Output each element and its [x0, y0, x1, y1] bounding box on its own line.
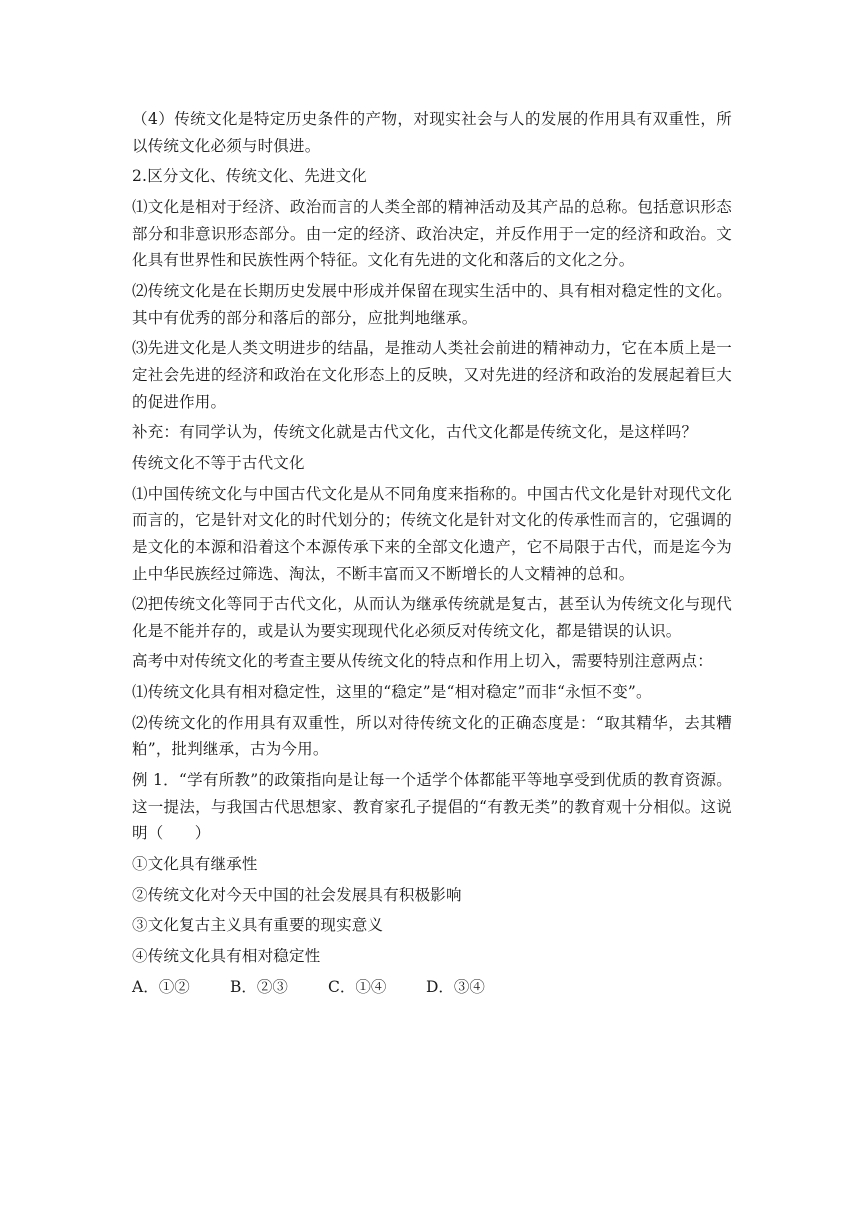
- answer-option-b: B．②③: [230, 977, 288, 996]
- paragraph-not-equal-heading: 传统文化不等于古代文化: [132, 453, 305, 472]
- paragraph-traditional-culture-4: （4）传统文化是特定历史条件的产物，对现实社会与人的发展的作用具有双重性，所以传统文化必须与时俱进。: [132, 110, 732, 155]
- paragraph-exam-point-2: ⑵传统文化的作用具有双重性，所以对待传统文化的正确态度是：“取其精华，去其糟粕”，批判继承，古为今用。: [132, 713, 732, 759]
- section-heading-distinguish-cultures: 2.区分文化、传统文化、先进文化: [132, 167, 367, 186]
- answer-option-c: C．①④: [328, 977, 387, 996]
- paragraph-traditional-culture-definition: ⑵传统文化是在长期历史发展中形成并保留在现实生活中的、具有相对稳定性的文化。其中有优秀的部分和落后的部分，应批判地继承。: [132, 281, 732, 327]
- paragraph-advanced-culture-definition: ⑶先进文化是人类文明进步的结晶，是推动人类社会前进的精神动力，它在本质上是一定社会先进的经济和政治在文化形态上的反映，又对先进的经济和政治的发展起着巨大的促进作用。: [132, 339, 732, 411]
- paragraph-supplement-question: 补充：有同学认为，传统文化就是古代文化，古代文化都是传统文化，是这样吗？: [132, 423, 698, 442]
- answer-options: [132, 974, 732, 1001]
- document-body: [132, 106, 732, 1000]
- example-statement-3: ③文化复古主义具有重要的现实意义: [132, 916, 384, 935]
- example-statement-4: ④传统文化具有相对稳定性: [132, 947, 321, 966]
- paragraph-not-equal-point-1: ⑴中国传统文化与中国古代文化是从不同角度来指称的。中国古代文化是针对现代文化而言的，它是针对文化的时代划分的；传统文化是针对文化的传承性而言的，它强调的是文化的本源和沿着这个本源传承下来的全部文化遗产，它不局限于古代，而是迄今为止中华民族经过筛选、淘汰，不断丰富而又不断增长的人文精神的总和。: [132, 484, 732, 583]
- example-statement-2: ②传统文化对今天中国的社会发展具有积极影响: [132, 885, 462, 904]
- example-question-stem: 例 1．“学有所教”的政策指向是让每一个适学个体都能平等地享受到优质的教育资源。这一提法，与我国古代思想家、教育家孔子提倡的“有教无类”的教育观十分相似。这说明（ ）: [132, 771, 732, 843]
- paragraph-exam-point-1: ⑴传统文化具有相对稳定性，这里的“稳定”是“相对稳定”而非“永恒不变”。: [132, 683, 652, 702]
- answer-option-d: D．③④: [426, 977, 485, 996]
- answer-option-a: A．①②: [132, 977, 190, 996]
- paragraph-not-equal-point-2: ⑵把传统文化等同于古代文化，从而认为继承传统就是复古，甚至认为传统文化与现代化是不能并存的，或是认为要实现现代化必须反对传统文化，都是错误的认识。: [132, 595, 732, 640]
- paragraph-exam-focus: 高考中对传统文化的考查主要从传统文化的特点和作用上切入，需要特别注意两点：: [132, 652, 713, 671]
- example-statement-1: ①文化具有继承性: [132, 855, 258, 874]
- paragraph-culture-definition: ⑴文化是相对于经济、政治而言的人类全部的精神活动及其产品的总称。包括意识形态部分和非意识形态部分。由一定的经济、政治决定，并反作用于一定的经济和政治。文化具有世界性和民族性两个特征。文化有先进的文化和落后的文化之分。: [132, 197, 732, 270]
